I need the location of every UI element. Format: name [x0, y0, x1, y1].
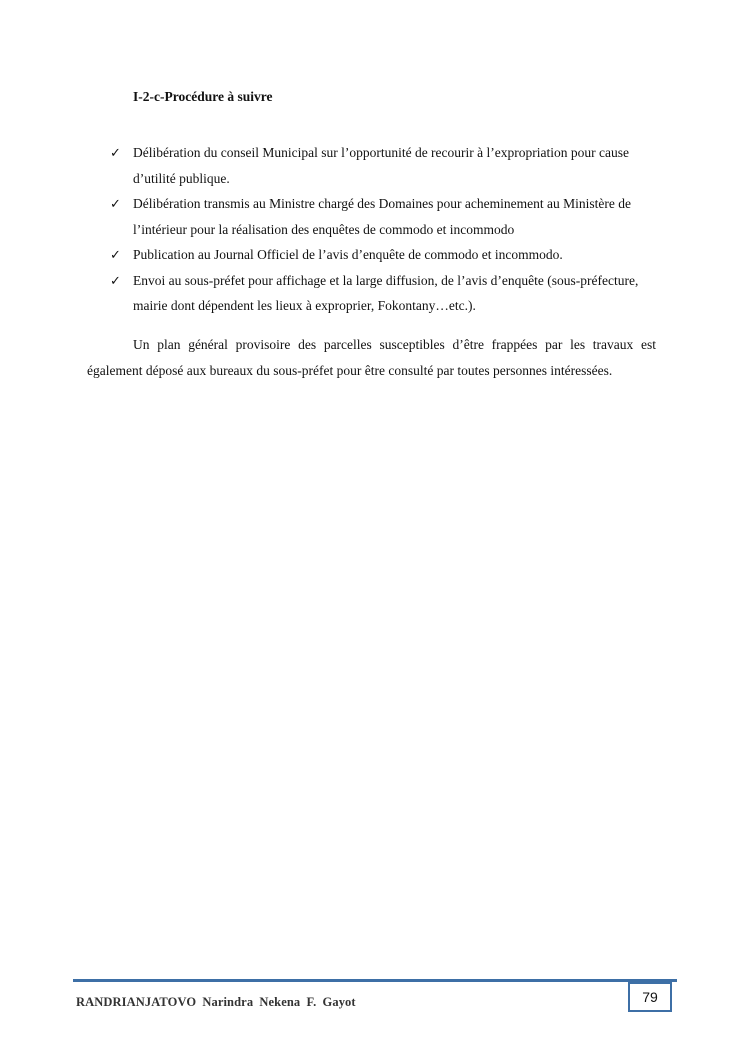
footer-author: RANDRIANJATOVO Narindra Nekena F. Gayot [76, 995, 356, 1009]
page-number: 79 [628, 982, 672, 1012]
body-paragraph: Un plan général provisoire des parcelles susceptibles d’être frappées par les travaux est également déposé aux bureaux du sous-préfet pour être consulté par toutes personnes intéressées. [87, 337, 656, 378]
checklist-item [110, 140, 665, 191]
checklist-item [110, 191, 665, 242]
checklist-item [110, 242, 665, 268]
checklist-item-text: Envoi au sous-préfet pour affichage et la large diffusion, de l’avis d’enquête (sous-préfecture, mairie dont dépendent les lieux à exproprier, Fokontany…etc.). [133, 272, 639, 313]
checklist-item [110, 268, 665, 319]
checklist-item-text: Délibération du conseil Municipal sur l’opportunité de recourir à l’expropriation pour cause d’utilité publique. [133, 145, 629, 186]
checklist-item-text: Publication au Journal Officiel de l’avis d’enquête de commodo et incommodo. [133, 247, 563, 262]
checkmark-icon: ✓ [110, 247, 121, 262]
checkmark-icon: ✓ [110, 196, 121, 211]
checkmark-icon: ✓ [110, 145, 121, 160]
checkmark-icon: ✓ [110, 272, 121, 288]
footer-rule [73, 979, 677, 982]
section-heading: I-2-c-Procédure à suivre [133, 89, 273, 104]
procedure-checklist [110, 140, 665, 319]
checklist-item-text: Délibération transmis au Ministre chargé des Domaines pour acheminement au Ministère de l’intérieur pour la réalisation des enquêtes de commodo et incommodo [133, 196, 631, 237]
